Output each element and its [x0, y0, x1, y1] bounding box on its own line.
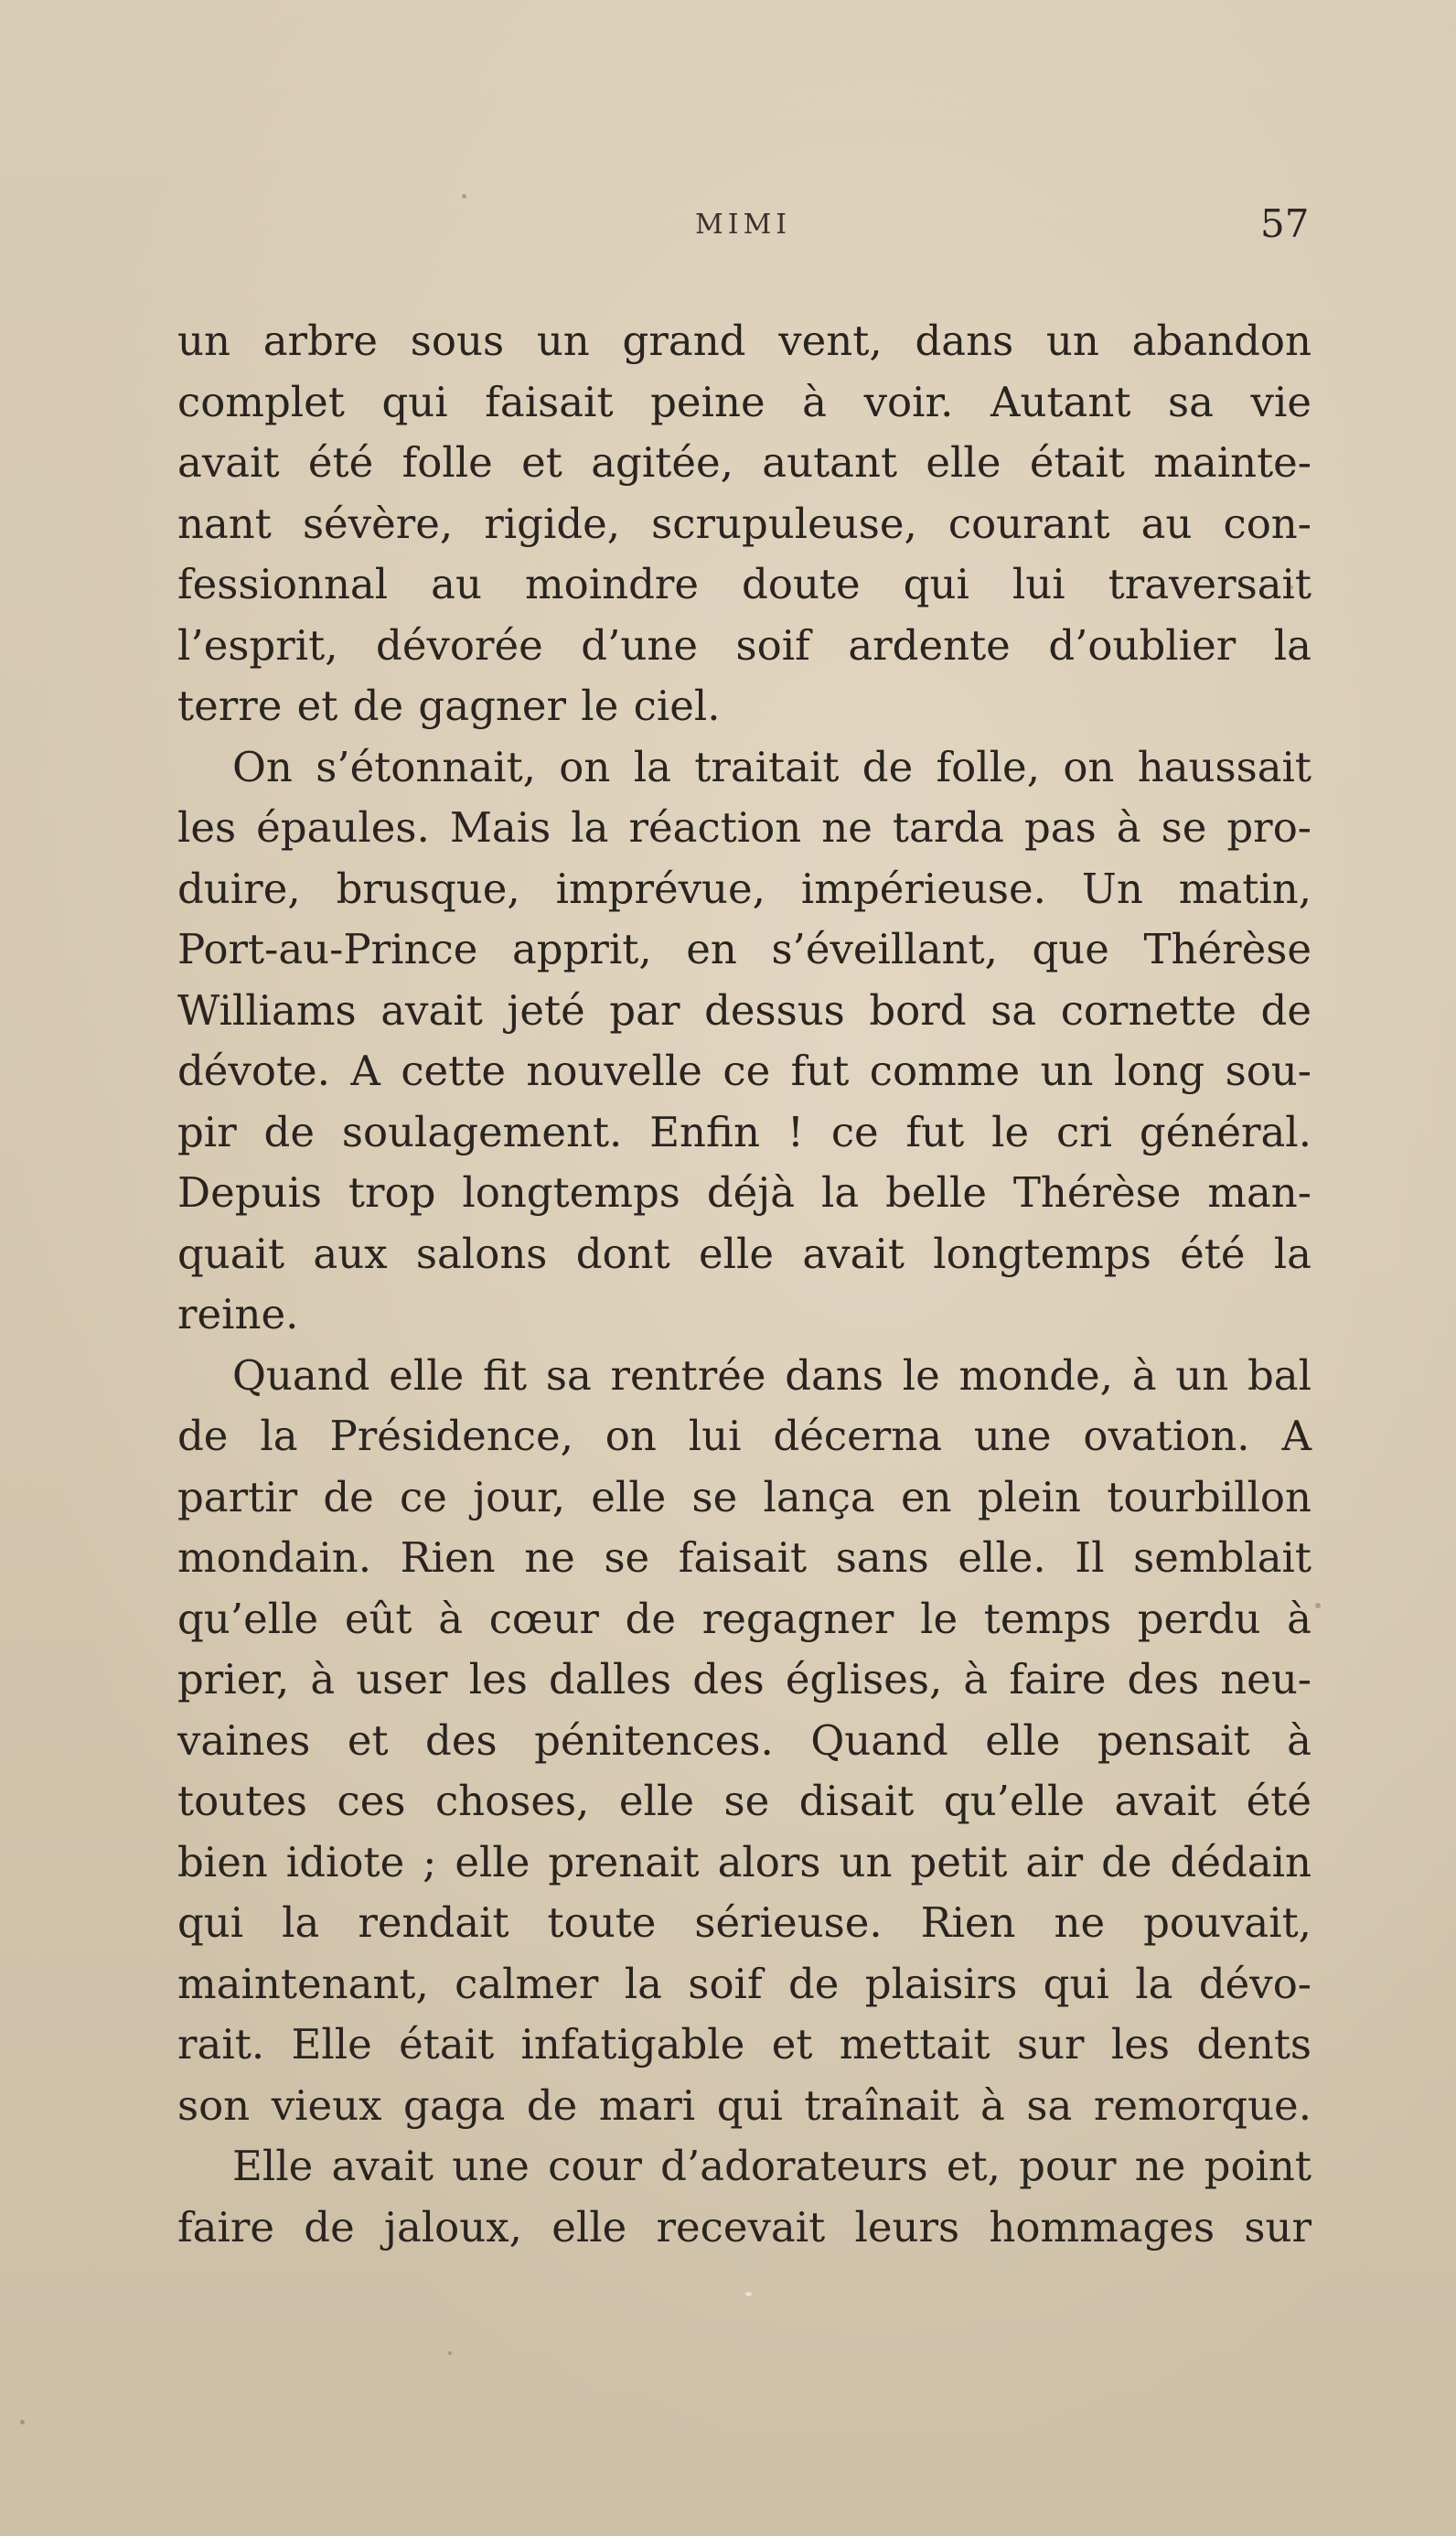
running-head: [0, 201, 1456, 249]
text-line: toutes ces choses, elle se disait qu’elle avait été: [177, 1777, 1311, 1825]
text-line: On s’étonnait, on la traitait de folle, on haussait: [232, 742, 1311, 791]
text-line: avait été folle et agitée, autant elle était mainte-: [177, 438, 1311, 487]
text-line: son vieux gaga de mari qui traînait à sa remorque.: [177, 2080, 1311, 2130]
text-line: qui la rendait toute sérieuse. Rien ne pouvait,: [177, 1898, 1311, 1947]
running-title: MIMI: [695, 209, 792, 241]
text-line: Elle avait une cour d’adorateurs et, pour ne point: [232, 2142, 1311, 2190]
text-line: bien idiote ; elle prenait alors un petit air de dédain: [177, 1837, 1311, 1886]
paper-speck: [20, 2420, 25, 2424]
text-line: nant sévère, rigide, scrupuleuse, courant au con-: [177, 499, 1311, 548]
text-line: faire de jaloux, elle recevait leurs hommages sur: [177, 2202, 1311, 2251]
text-line: maintenant, calmer la soif de plaisirs qui la dévo-: [177, 1959, 1311, 2008]
text-line: rait. Elle était infatigable et mettait sur les dents: [177, 2020, 1311, 2069]
text-line: dévote. A cette nouvelle ce fut comme un long sou-: [177, 1047, 1311, 1095]
text-line: Williams avait jeté par dessus bord sa cornette de: [177, 985, 1311, 1035]
text-line: qu’elle eût à cœur de regagner le temps perdu à: [177, 1594, 1311, 1643]
text-line: mondain. Rien ne se faisait sans elle. Il semblait: [177, 1533, 1311, 1582]
text-line: pir de soulagement. Enfin ! ce fut le cri général.: [177, 1107, 1311, 1156]
text-line: complet qui faisait peine à voir. Autant sa vie: [177, 377, 1311, 426]
text-line: reine.: [177, 1290, 299, 1338]
text-line: Depuis trop longtemps déjà la belle Thérèse man-: [177, 1168, 1311, 1217]
page-number: 57: [1260, 201, 1310, 246]
text-line: l’esprit, dévorée d’une soif ardente d’oublier la: [177, 620, 1311, 670]
text-line: fessionnal au moindre doute qui lui traversait: [177, 560, 1311, 608]
text-line: terre et de gagner le ciel.: [177, 682, 721, 730]
paper-speck: [745, 2292, 752, 2296]
text-line: Quand elle fit sa rentrée dans le monde, à un bal: [232, 1350, 1311, 1400]
paper-speck: [1290, 586, 1293, 589]
text-line: de la Présidence, on lui décerna une ovation. A: [177, 1412, 1311, 1460]
text-line: vaines et des pénitences. Quand elle pensait à: [177, 1715, 1311, 1765]
text-line: prier, à user les dalles des églises, à faire des neu-: [177, 1655, 1311, 1703]
text-line: un arbre sous un grand vent, dans un abandon: [177, 317, 1311, 365]
text-line: duire, brusque, imprévue, impérieuse. Un matin,: [177, 864, 1311, 913]
text-line: Port-au-Prince apprit, en s’éveillant, que Thérèse: [177, 925, 1311, 973]
paper-speck: [462, 194, 466, 199]
body-text: [177, 311, 1311, 2258]
paper-speck: [448, 2351, 452, 2355]
paper-speck: [1315, 1603, 1321, 1608]
text-line: quait aux salons dont elle avait longtemps été la: [177, 1229, 1311, 1278]
text-line: partir de ce jour, elle se lança en plein tourbillon: [177, 1472, 1311, 1521]
text-line: les épaules. Mais la réaction ne tarda pas à se pro-: [177, 803, 1311, 852]
